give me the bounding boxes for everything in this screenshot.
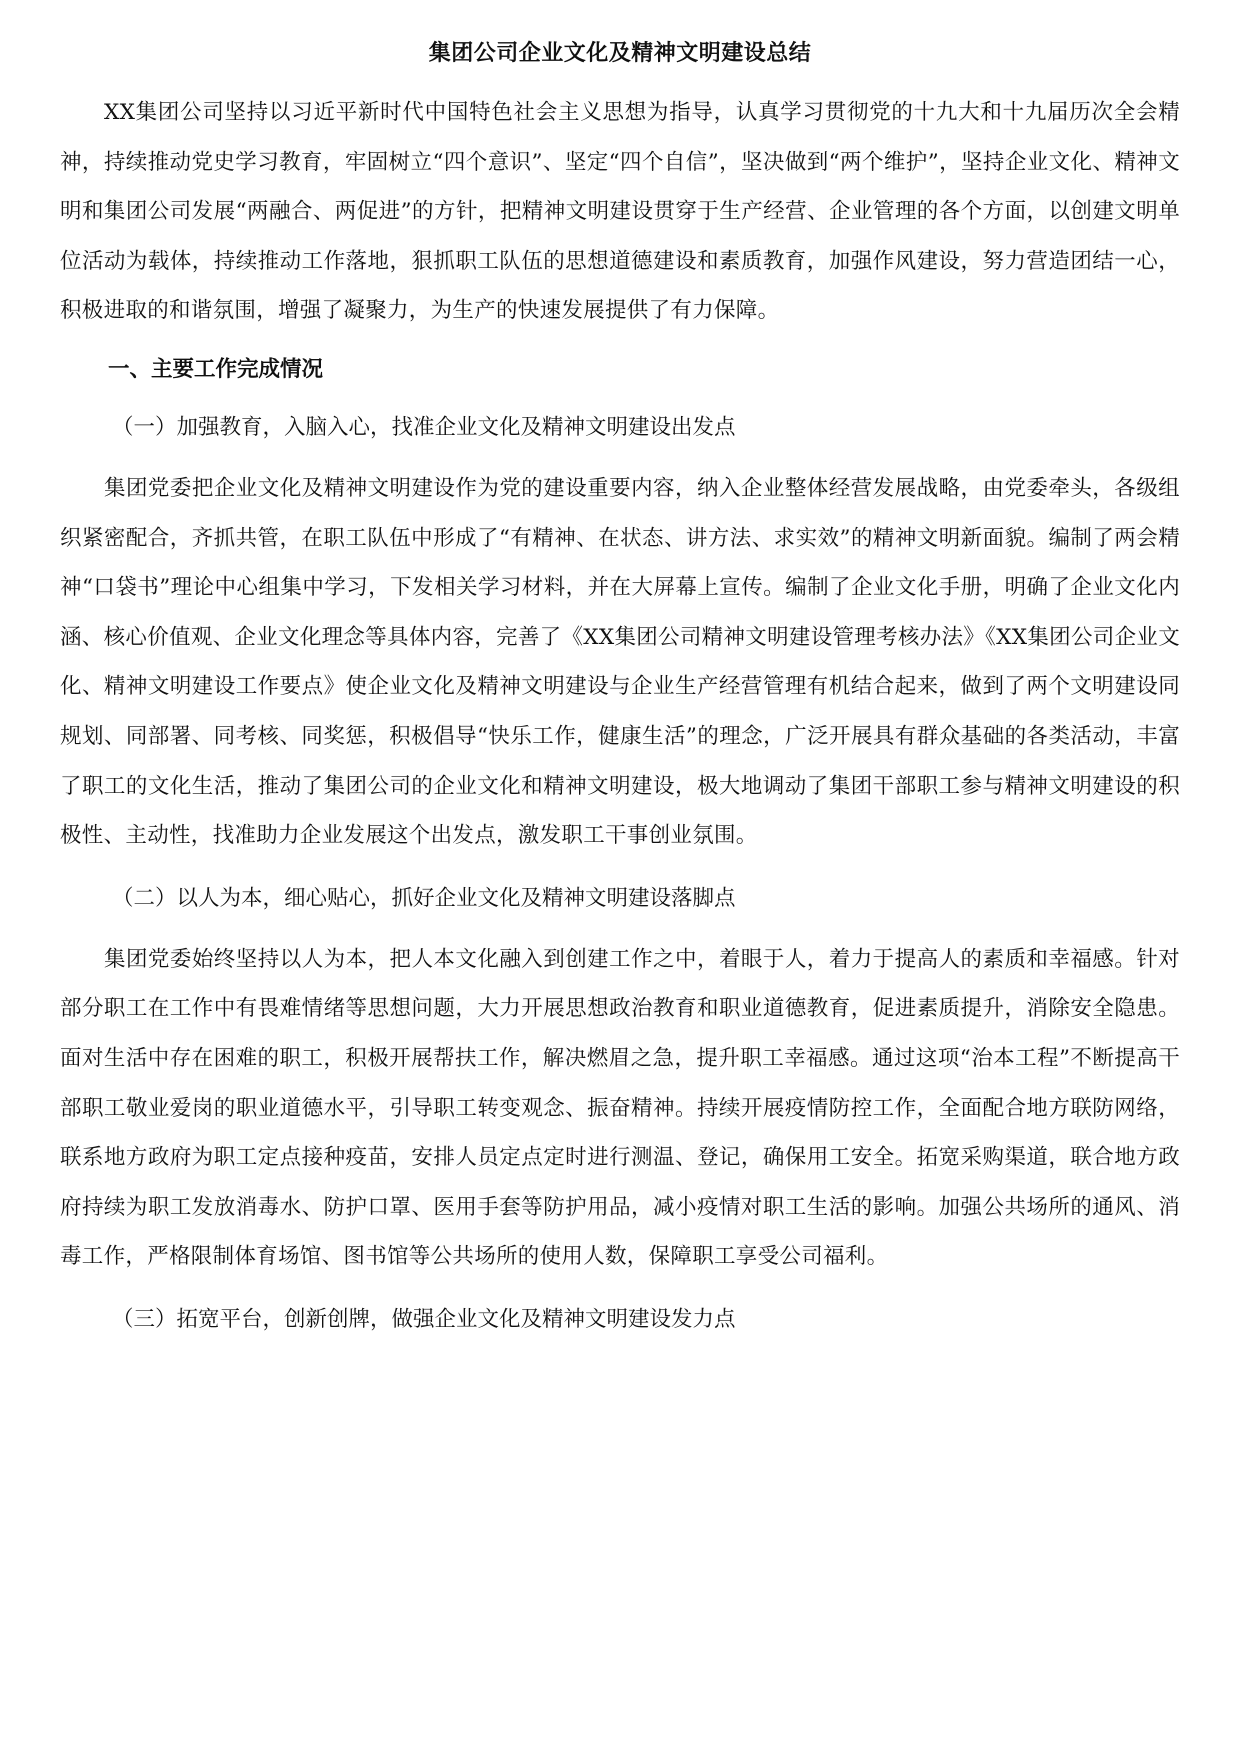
subsection-heading: （三）拓宽平台，创新创牌，做强企业文化及精神文明建设发力点 bbox=[112, 1306, 736, 1332]
subsection-heading: （二）以人为本，细心贴心，抓好企业文化及精神文明建设落脚点 bbox=[112, 885, 736, 911]
subsection-body: 集团党委把企业文化及精神文明建设作为党的建设重要内容，纳入企业整体经营发展战略，由党委牵头，各级组织紧密配合，齐抓共管，在职工队伍中形成了“有精神、在状态、讲方法、求实效”的精神文明新面貌。编制了两会精神“口袋书”理论中心组集中学习，下发相关学习材料，并在大屏幕上宣传。编制了企业文化手册，明确了企业文化内涵、核心价值观、企业文化理念等具体内容，完善了《XX集团公司精神文明建设管理考核办法》《XX集团公司企业文化、精神文明建设工作要点》使企业文化及精神文明建设与企业生产经营管理有机结合起来，做到了两个文明建设同规划、同部署、同考核、同奖惩，积极倡导“快乐工作，健康生活”的理念，广泛开展具有群众基础的各类活动，丰富了职工的文化生活，推动了集团公司的企业文化和精神文明建设，极大地调动了集团干部职工参与精神文明建设的积极性、主动性，找准助力企业发展这个出发点，激发职工干事创业氛围。 bbox=[60, 475, 1180, 849]
subsection-heading: （一）加强教育，入脑入心，找准企业文化及精神文明建设出发点 bbox=[112, 414, 736, 440]
document-page bbox=[60, 30, 1180, 1356]
document-title: 集团公司企业文化及精神文明建设总结 bbox=[428, 41, 812, 66]
intro-paragraph: XX集团公司坚持以习近平新时代中国特色社会主义思想为指导，认真学习贯彻党的十九大和十九届历次全会精神，持续推动党史学习教育，牢固树立“四个意识”、坚定“四个自信”，坚决做到“两个维护”，坚持企业文化、精神文明和集团公司发展“两融合、两促进”的方针，把精神文明建设贯穿于生产经营、企业管理的各个方面，以创建文明单位活动为载体，持续推动工作落地，狠抓职工队伍的思想道德建设和素质教育，加强作风建设，努力营造团结一心，积极进取的和谐氛围，增强了凝聚力，为生产的快速发展提供了有力保障。 bbox=[60, 100, 1180, 324]
section-heading: 一、主要工作完成情况 bbox=[108, 356, 324, 382]
subsection-body: 集团党委始终坚持以人为本，把人本文化融入到创建工作之中，着眼于人，着力于提高人的素质和幸福感。针对部分职工在工作中有畏难情绪等思想问题，大力开展思想政治教育和职业道德教育，促进素质提升，消除安全隐患。面对生活中存在困难的职工，积极开展帮扶工作，解决燃眉之急，提升职工幸福感。通过这项“治本工程”不断提高干部职工敬业爱岗的职业道德水平，引导职工转变观念、振奋精神。持续开展疫情防控工作，全面配合地方联防网络，联系地方政府为职工定点接种疫苗，安排人员定点定时进行测温、登记，确保用工安全。拓宽采购渠道，联合地方政府持续为职工发放消毒水、防护口罩、医用手套等防护用品，减小疫情对职工生活的影响。加强公共场所的通风、消毒工作，严格限制体育场馆、图书馆等公共场所的使用人数，保障职工享受公司福利。 bbox=[60, 946, 1180, 1270]
